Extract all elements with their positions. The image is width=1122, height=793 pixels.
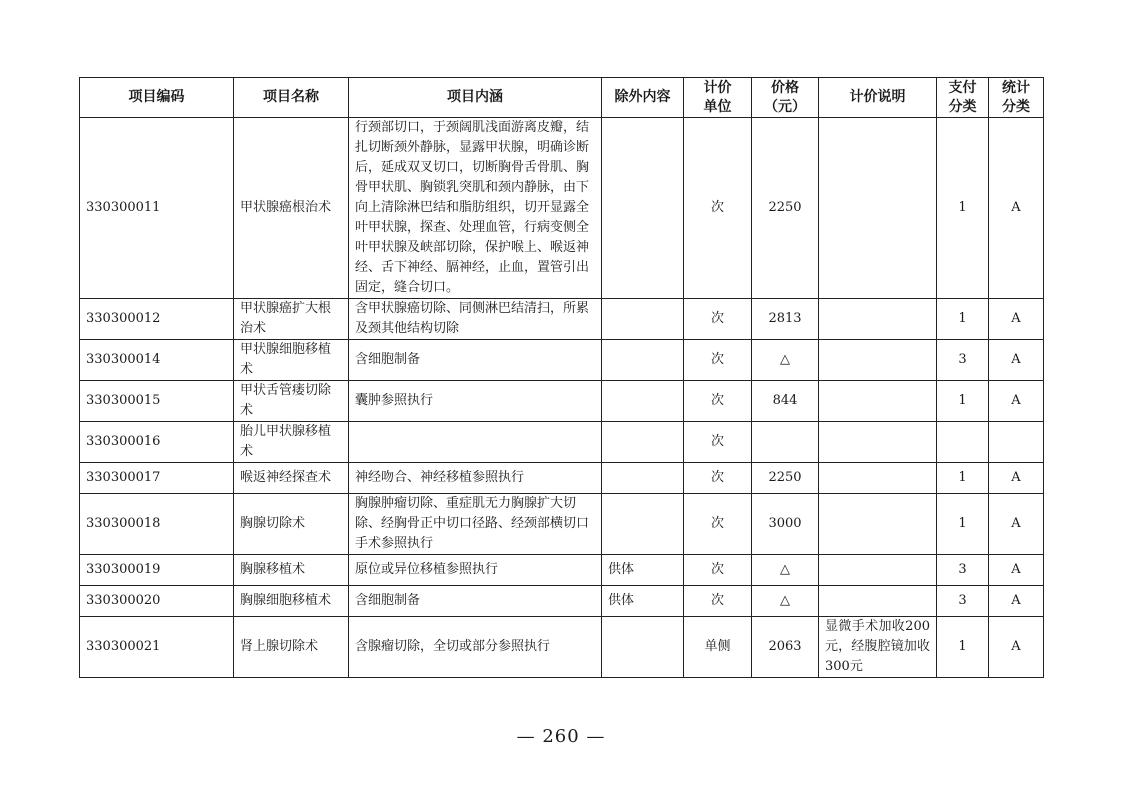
- item-pay-category: 1: [937, 494, 989, 555]
- item-code: 330300018: [80, 494, 234, 555]
- item-pay-category: 1: [937, 463, 989, 494]
- item-code: 330300021: [80, 617, 234, 678]
- header-unit: 计价 单位: [684, 78, 752, 118]
- item-exclusion: [602, 299, 684, 340]
- header-name: 项目名称: [234, 78, 349, 118]
- item-name: 甲状舌管瘘切除术: [234, 381, 349, 422]
- item-unit: 次: [684, 494, 752, 555]
- item-price: △: [752, 340, 819, 381]
- table-row: [80, 381, 1044, 422]
- item-content: 含甲状腺癌切除、同侧淋巴结清扫，所累及颈其他结构切除: [349, 299, 602, 340]
- item-price: 3000: [752, 494, 819, 555]
- item-exclusion: [602, 617, 684, 678]
- item-note: [819, 299, 937, 340]
- item-unit: 单侧: [684, 617, 752, 678]
- item-code: 330300015: [80, 381, 234, 422]
- item-pay-category: 3: [937, 586, 989, 617]
- item-stat-category: A: [989, 555, 1044, 586]
- item-unit: 次: [684, 381, 752, 422]
- item-exclusion: [602, 381, 684, 422]
- header-content: 项目内涵: [349, 78, 602, 118]
- item-exclusion: 供体: [602, 586, 684, 617]
- item-price: [752, 422, 819, 463]
- item-note: [819, 118, 937, 299]
- table-row: [80, 340, 1044, 381]
- item-exclusion: [602, 340, 684, 381]
- item-content: 含细胞制备: [349, 340, 602, 381]
- item-unit: 次: [684, 422, 752, 463]
- header-exclusion: 除外内容: [602, 78, 684, 118]
- table-row: [80, 494, 1044, 555]
- item-price: 844: [752, 381, 819, 422]
- item-note: [819, 340, 937, 381]
- item-content: 胸腺肿瘤切除、重症肌无力胸腺扩大切除、经胸骨正中切口径路、经颈部横切口手术参照执行: [349, 494, 602, 555]
- header-price: 价格 （元）: [752, 78, 819, 118]
- item-code: 330300020: [80, 586, 234, 617]
- item-code: 330300011: [80, 118, 234, 299]
- item-price: △: [752, 586, 819, 617]
- table-row: [80, 555, 1044, 586]
- table-row: [80, 422, 1044, 463]
- item-note: 显微手术加收200元，经腹腔镜加收300元: [819, 617, 937, 678]
- item-exclusion: [602, 422, 684, 463]
- item-name: 甲状腺细胞移植术: [234, 340, 349, 381]
- header-stat: 统计 分类: [989, 78, 1044, 118]
- item-name: 胸腺移植术: [234, 555, 349, 586]
- item-price: 2063: [752, 617, 819, 678]
- item-pay-category: [937, 422, 989, 463]
- item-unit: 次: [684, 586, 752, 617]
- page-number: — 260 —: [516, 726, 606, 747]
- item-code: 330300012: [80, 299, 234, 340]
- item-code: 330300017: [80, 463, 234, 494]
- item-note: [819, 422, 937, 463]
- table-body: [80, 118, 1044, 678]
- item-stat-category: A: [989, 617, 1044, 678]
- item-code: 330300019: [80, 555, 234, 586]
- item-pay-category: 1: [937, 617, 989, 678]
- header-row: [80, 78, 1044, 118]
- item-pay-category: 1: [937, 381, 989, 422]
- item-name: 甲状腺癌根治术: [234, 118, 349, 299]
- item-content: 含细胞制备: [349, 586, 602, 617]
- item-pay-category: 1: [937, 118, 989, 299]
- item-exclusion: [602, 494, 684, 555]
- item-note: [819, 555, 937, 586]
- item-stat-category: A: [989, 381, 1044, 422]
- item-content: 囊肿参照执行: [349, 381, 602, 422]
- table-row: [80, 118, 1044, 299]
- item-price: 2250: [752, 118, 819, 299]
- item-stat-category: A: [989, 118, 1044, 299]
- item-price: 2813: [752, 299, 819, 340]
- table-row: [80, 586, 1044, 617]
- item-stat-category: A: [989, 494, 1044, 555]
- item-name: 胸腺细胞移植术: [234, 586, 349, 617]
- item-unit: 次: [684, 340, 752, 381]
- item-content: [349, 422, 602, 463]
- item-note: [819, 494, 937, 555]
- item-exclusion: [602, 463, 684, 494]
- item-stat-category: A: [989, 299, 1044, 340]
- item-content: 神经吻合、神经移植参照执行: [349, 463, 602, 494]
- item-content: 行颈部切口，于颈阔肌浅面游离皮瓣，结扎切断颈外静脉，显露甲状腺，明确诊断后，延成双叉切口，切断胸骨舌骨肌、胸骨甲状肌、胸锁乳突肌和颈内静脉，由下向上清除淋巴结和脂肪组织，切开显露全叶甲状腺，探查、处理血管，行病变侧全叶甲状腺及峡部切除，保护喉上、喉返神经、舌下神经、膈神经，止血，置管引出固定，缝合切口。: [349, 118, 602, 299]
- header-note: 计价说明: [819, 78, 937, 118]
- item-content: 含腺瘤切除，全切或部分参照执行: [349, 617, 602, 678]
- item-name: 胎儿甲状腺移植术: [234, 422, 349, 463]
- item-unit: 次: [684, 118, 752, 299]
- item-price: 2250: [752, 463, 819, 494]
- item-exclusion: 供体: [602, 555, 684, 586]
- item-exclusion: [602, 118, 684, 299]
- item-stat-category: A: [989, 463, 1044, 494]
- item-pay-category: 3: [937, 555, 989, 586]
- item-stat-category: A: [989, 586, 1044, 617]
- table-row: [80, 463, 1044, 494]
- item-price: △: [752, 555, 819, 586]
- item-note: [819, 381, 937, 422]
- item-code: 330300014: [80, 340, 234, 381]
- item-unit: 次: [684, 555, 752, 586]
- item-pay-category: 3: [937, 340, 989, 381]
- fee-table: [79, 77, 1044, 678]
- item-unit: 次: [684, 299, 752, 340]
- item-code: 330300016: [80, 422, 234, 463]
- item-pay-category: 1: [937, 299, 989, 340]
- header-pay: 支付 分类: [937, 78, 989, 118]
- item-stat-category: A: [989, 340, 1044, 381]
- item-name: 甲状腺癌扩大根治术: [234, 299, 349, 340]
- item-name: 肾上腺切除术: [234, 617, 349, 678]
- table-row: [80, 617, 1044, 678]
- item-note: [819, 586, 937, 617]
- item-unit: 次: [684, 463, 752, 494]
- header-code: 项目编码: [80, 78, 234, 118]
- item-name: 胸腺切除术: [234, 494, 349, 555]
- item-content: 原位或异位移植参照执行: [349, 555, 602, 586]
- item-note: [819, 463, 937, 494]
- item-stat-category: [989, 422, 1044, 463]
- item-name: 喉返神经探查术: [234, 463, 349, 494]
- table-row: [80, 299, 1044, 340]
